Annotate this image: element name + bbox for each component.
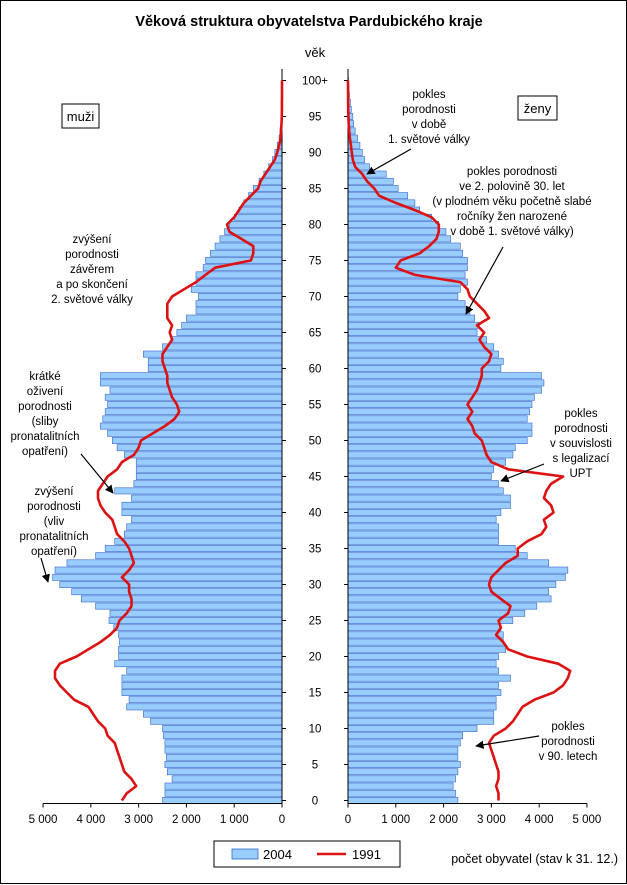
bar-men-age-30 — [60, 581, 282, 587]
bar-men-age-34 — [96, 553, 282, 559]
annotation-nineties-line: pokles — [551, 721, 584, 733]
bar-men-age-83 — [244, 200, 282, 206]
bar-men-age-39 — [131, 517, 282, 523]
bar-men-age-18 — [127, 668, 282, 674]
bar-men-age-13 — [127, 704, 282, 710]
bar-women-age-2 — [348, 783, 453, 789]
men-x-tick-label: 0 — [279, 814, 285, 826]
age-tick-label: 45 — [309, 472, 322, 484]
bar-men-age-80 — [229, 221, 282, 227]
bar-women-age-37 — [348, 531, 499, 537]
age-tick-label: 90 — [309, 148, 322, 160]
bar-men-age-35 — [105, 545, 282, 551]
bar-women-age-53 — [348, 416, 527, 422]
men-x-tick-label: 1 000 — [220, 814, 249, 826]
bar-men-age-1 — [165, 790, 282, 796]
bar-women-age-50 — [348, 437, 527, 443]
bar-women-age-20 — [348, 653, 499, 659]
bar-women-age-15 — [348, 689, 501, 695]
annotation-nineties-arrow — [476, 736, 539, 746]
bar-women-age-47 — [348, 459, 506, 465]
women-x-tick-label: 2 000 — [429, 814, 458, 826]
annotation-brief-line: (sliby — [32, 416, 59, 428]
age-tick-label: 80 — [309, 220, 322, 232]
annotation-increase70s-line: porodnosti — [27, 501, 81, 513]
bar-men-age-24 — [114, 625, 282, 631]
bar-men-age-31 — [53, 574, 282, 580]
annotation-ww1-line: pokles — [412, 89, 445, 101]
age-tick-label: 0 — [312, 796, 318, 808]
annotation-ww1-line: v době — [412, 119, 447, 131]
bar-women-age-8 — [348, 740, 460, 746]
chart-title: Věková struktura obyvatelstva Pardubického kraje — [135, 14, 482, 30]
bar-women-age-64 — [348, 337, 487, 343]
bar-women-age-7 — [348, 747, 458, 753]
bar-women-age-34 — [348, 553, 527, 559]
bar-men-age-44 — [134, 481, 282, 487]
bar-men-age-56 — [105, 394, 282, 400]
bar-men-age-82 — [239, 207, 282, 213]
bar-men-age-48 — [124, 452, 282, 458]
annotation-upt-line: pokles — [564, 408, 597, 420]
annotation-upt-line: v souvislosti — [550, 438, 612, 450]
women-x-tick-label: 5 000 — [573, 814, 602, 826]
bar-men-age-23 — [119, 632, 282, 638]
age-tick-label: 70 — [309, 292, 322, 304]
bar-men-age-64 — [172, 337, 282, 343]
annotation-late30s-line: (v plodném věku početně slabé — [432, 196, 591, 208]
bar-men-age-81 — [234, 214, 282, 220]
x-axis-label: počet obyvatel (stav k 31. 12.) — [451, 852, 618, 866]
bar-women-age-39 — [348, 517, 496, 523]
bar-men-age-32 — [55, 567, 282, 573]
bar-men-age-15 — [122, 689, 282, 695]
annotation-ww1-line: 1. světové války — [388, 134, 470, 146]
bar-women-age-81 — [348, 214, 432, 220]
age-tick-label: 25 — [309, 616, 322, 628]
annotation-brief-line: porodnosti — [18, 401, 72, 413]
age-tick-label: 35 — [309, 544, 322, 556]
bar-women-age-30 — [348, 581, 556, 587]
bar-women-age-24 — [348, 625, 501, 631]
annotation-late30s-line: v době 1. světové války) — [450, 226, 574, 238]
bar-men-age-17 — [122, 675, 282, 681]
annotation-brief-arrow — [81, 454, 113, 493]
bar-men-age-2 — [165, 783, 282, 789]
bar-women-age-71 — [348, 286, 460, 292]
bar-men-age-0 — [163, 797, 282, 803]
age-tick-label: 20 — [309, 652, 322, 664]
bar-women-age-65 — [348, 329, 477, 335]
bar-women-age-23 — [348, 632, 503, 638]
bar-women-age-44 — [348, 481, 499, 487]
bar-women-age-70 — [348, 293, 458, 299]
bar-men-age-58 — [100, 380, 282, 386]
bar-men-age-25 — [109, 617, 282, 623]
bar-women-age-21 — [348, 646, 506, 652]
women-x-tick-label: 1 000 — [381, 814, 410, 826]
bar-men-age-63 — [163, 344, 282, 350]
bar-men-age-41 — [122, 502, 282, 508]
bar-men-age-47 — [136, 459, 282, 465]
bar-women-age-43 — [348, 488, 503, 494]
bar-women-age-19 — [348, 661, 496, 667]
bar-men-age-38 — [127, 524, 282, 530]
annotation-late30s-arrow — [466, 247, 503, 314]
annotation-brief-line: opatření) — [22, 446, 68, 458]
bar-men-age-11 — [151, 718, 282, 724]
bar-women-age-1 — [348, 790, 456, 796]
bar-women-age-9 — [348, 733, 463, 739]
bar-men-age-29 — [72, 589, 282, 595]
bar-men-age-51 — [108, 430, 282, 436]
women-x-tick-label: 3 000 — [477, 814, 506, 826]
bar-men-age-72 — [196, 279, 282, 285]
annotation-late30s-line: ročníky žen narozené — [457, 211, 567, 223]
bar-women-age-41 — [348, 502, 510, 508]
bar-men-age-50 — [112, 437, 282, 443]
bar-women-age-38 — [348, 524, 499, 530]
bar-men-age-10 — [163, 725, 282, 731]
bar-women-age-60 — [348, 365, 501, 371]
bar-women-age-3 — [348, 776, 456, 782]
annotation-increase70s-arrow — [41, 558, 48, 582]
bar-women-age-52 — [348, 423, 532, 429]
bar-men-age-78 — [220, 236, 282, 242]
bar-men-age-22 — [120, 639, 282, 645]
age-tick-label: 40 — [309, 508, 322, 520]
annotation-brief-line: oživení — [27, 386, 64, 398]
annotation-brief-line: krátké — [29, 371, 60, 383]
bar-women-age-54 — [348, 409, 530, 415]
annotation-postwar-line: 2. světové války — [51, 294, 133, 306]
bar-men-age-40 — [122, 509, 282, 515]
age-tick-label: 95 — [309, 112, 322, 124]
bar-women-age-22 — [348, 639, 503, 645]
bar-women-age-4 — [348, 769, 458, 775]
bar-women-age-45 — [348, 473, 491, 479]
bar-women-age-68 — [348, 308, 470, 314]
bar-men-age-61 — [148, 358, 282, 364]
bar-women-age-6 — [348, 754, 458, 760]
bar-women-age-76 — [348, 250, 463, 256]
age-tick-label: 30 — [309, 580, 322, 592]
bar-women-age-61 — [348, 358, 503, 364]
annotation-ww1-line: porodnosti — [402, 104, 456, 116]
bar-men-age-70 — [198, 293, 282, 299]
bar-women-age-63 — [348, 344, 494, 350]
bar-men-age-7 — [165, 747, 282, 753]
annotation-ww1-arrow — [367, 149, 411, 174]
annotation-postwar-line: zvýšení — [73, 234, 113, 246]
age-tick-label: 75 — [309, 256, 322, 268]
bar-women-age-77 — [348, 243, 460, 249]
annotation-increase70s-line: zvýšení — [35, 486, 75, 498]
bar-women-age-42 — [348, 495, 510, 501]
bar-men-age-26 — [110, 610, 282, 616]
bar-men-age-55 — [108, 401, 282, 407]
legend-bars-label: 2004 — [263, 847, 292, 862]
bar-men-age-42 — [131, 495, 282, 501]
bar-women-age-31 — [348, 574, 565, 580]
men-x-tick-label: 5 000 — [29, 814, 58, 826]
bar-women-age-33 — [348, 560, 549, 566]
bar-men-age-46 — [136, 466, 282, 472]
bar-women-age-10 — [348, 725, 477, 731]
bar-women-age-67 — [348, 315, 475, 321]
bar-men-age-43 — [115, 488, 282, 494]
annotation-postwar-line: závěrem — [70, 264, 114, 276]
bar-men-age-49 — [117, 445, 282, 451]
bar-men-age-66 — [182, 322, 282, 328]
bar-women-age-32 — [348, 567, 568, 573]
bar-women-age-90 — [348, 149, 362, 155]
bar-men-age-68 — [196, 308, 282, 314]
bar-women-age-79 — [348, 229, 446, 235]
bar-women-age-55 — [348, 401, 532, 407]
bar-men-age-45 — [136, 473, 282, 479]
annotation-upt-line: UPT — [570, 468, 593, 480]
annotation-brief-line: pronatalitních — [10, 431, 79, 443]
bar-women-age-62 — [348, 351, 499, 357]
bar-men-age-19 — [115, 661, 282, 667]
bar-women-age-28 — [348, 596, 551, 602]
bar-women-age-14 — [348, 697, 496, 703]
bar-men-age-6 — [166, 754, 282, 760]
bar-women-age-18 — [348, 668, 499, 674]
bar-men-age-59 — [100, 373, 282, 379]
bar-men-age-8 — [165, 740, 282, 746]
bar-men-age-20 — [119, 653, 282, 659]
age-tick-label: 5 — [312, 760, 318, 772]
bar-women-age-29 — [348, 589, 549, 595]
annotation-upt-line: porodnosti — [554, 423, 608, 435]
bar-men-age-12 — [143, 711, 282, 717]
bar-women-age-46 — [348, 466, 494, 472]
annotation-postwar-line: porodnosti — [65, 249, 119, 261]
bar-women-age-13 — [348, 704, 496, 710]
age-tick-label: 10 — [309, 724, 322, 736]
bar-women-age-26 — [348, 610, 525, 616]
bar-men-age-16 — [122, 682, 282, 688]
women-side-label: ženy — [524, 101, 552, 116]
legend-line-label: 1991 — [352, 847, 381, 862]
bar-men-age-5 — [165, 761, 282, 767]
bar-men-age-4 — [167, 769, 282, 775]
bar-women-age-57 — [348, 387, 542, 393]
annotation-nineties-line: v 90. letech — [539, 751, 598, 763]
population-pyramid-chart — [1, 1, 627, 885]
bar-women-age-66 — [348, 322, 479, 328]
age-tick-label: 50 — [309, 436, 322, 448]
men-x-tick-label: 3 000 — [124, 814, 153, 826]
bar-men-age-53 — [103, 416, 282, 422]
bar-women-age-12 — [348, 711, 494, 717]
men-side-label: muži — [67, 109, 95, 124]
bar-men-age-21 — [119, 646, 282, 652]
men-x-tick-label: 4 000 — [76, 814, 105, 826]
annotation-upt-line: s legalizací — [553, 453, 611, 465]
bar-men-age-67 — [186, 315, 282, 321]
annotation-nineties-line: porodnosti — [541, 736, 595, 748]
bar-women-age-80 — [348, 221, 439, 227]
bar-women-age-5 — [348, 761, 460, 767]
bar-men-age-28 — [81, 596, 282, 602]
age-tick-label: 100+ — [302, 76, 328, 88]
bar-men-age-60 — [148, 365, 282, 371]
bar-men-age-69 — [196, 301, 282, 307]
bar-women-age-35 — [348, 545, 515, 551]
women-x-tick-label: 4 000 — [525, 814, 554, 826]
annotation-late30s-line: pokles porodnosti — [467, 166, 557, 178]
bar-women-age-0 — [348, 797, 458, 803]
annotation-increase70s-line: (vliv — [44, 516, 65, 528]
bar-men-age-14 — [129, 697, 282, 703]
bar-women-age-36 — [348, 538, 499, 544]
bar-men-age-36 — [115, 538, 282, 544]
bar-women-age-40 — [348, 509, 501, 515]
age-tick-label: 15 — [309, 688, 322, 700]
age-tick-label: 55 — [309, 400, 322, 412]
bar-women-age-17 — [348, 675, 510, 681]
bar-men-age-57 — [110, 387, 282, 393]
bar-men-age-54 — [105, 409, 282, 415]
bar-men-age-71 — [191, 286, 282, 292]
bar-women-age-51 — [348, 430, 532, 436]
age-tick-label: 85 — [309, 184, 322, 196]
annotation-late30s-line: ve 2. polovině 30. let — [459, 181, 565, 193]
bar-men-age-27 — [96, 603, 282, 609]
women-x-tick-label: 0 — [345, 814, 351, 826]
bar-women-age-56 — [348, 394, 534, 400]
bar-men-age-9 — [163, 733, 282, 739]
bar-women-age-69 — [348, 301, 465, 307]
bar-women-age-16 — [348, 682, 499, 688]
bar-women-age-74 — [348, 265, 467, 271]
bar-men-age-65 — [177, 329, 282, 335]
bar-women-age-58 — [348, 380, 544, 386]
age-tick-label: 65 — [309, 328, 322, 340]
bar-women-age-89 — [348, 157, 365, 163]
bar-women-age-59 — [348, 373, 542, 379]
annotation-increase70s-line: opatření) — [31, 546, 77, 558]
legend-bars-swatch — [232, 849, 258, 859]
bar-women-age-25 — [348, 617, 513, 623]
age-tick-label: 60 — [309, 364, 322, 376]
bar-men-age-3 — [172, 776, 282, 782]
bar-men-age-33 — [67, 560, 282, 566]
bar-men-age-52 — [100, 423, 282, 429]
bar-women-age-49 — [348, 445, 515, 451]
annotation-postwar-line: a po skončení — [56, 279, 128, 291]
bar-men-age-37 — [124, 531, 282, 537]
annotation-increase70s-line: pronatalitních — [19, 531, 88, 543]
bar-women-age-11 — [348, 718, 494, 724]
men-x-tick-label: 2 000 — [172, 814, 201, 826]
bar-men-age-76 — [210, 250, 282, 256]
age-axis-label: věk — [305, 45, 326, 60]
